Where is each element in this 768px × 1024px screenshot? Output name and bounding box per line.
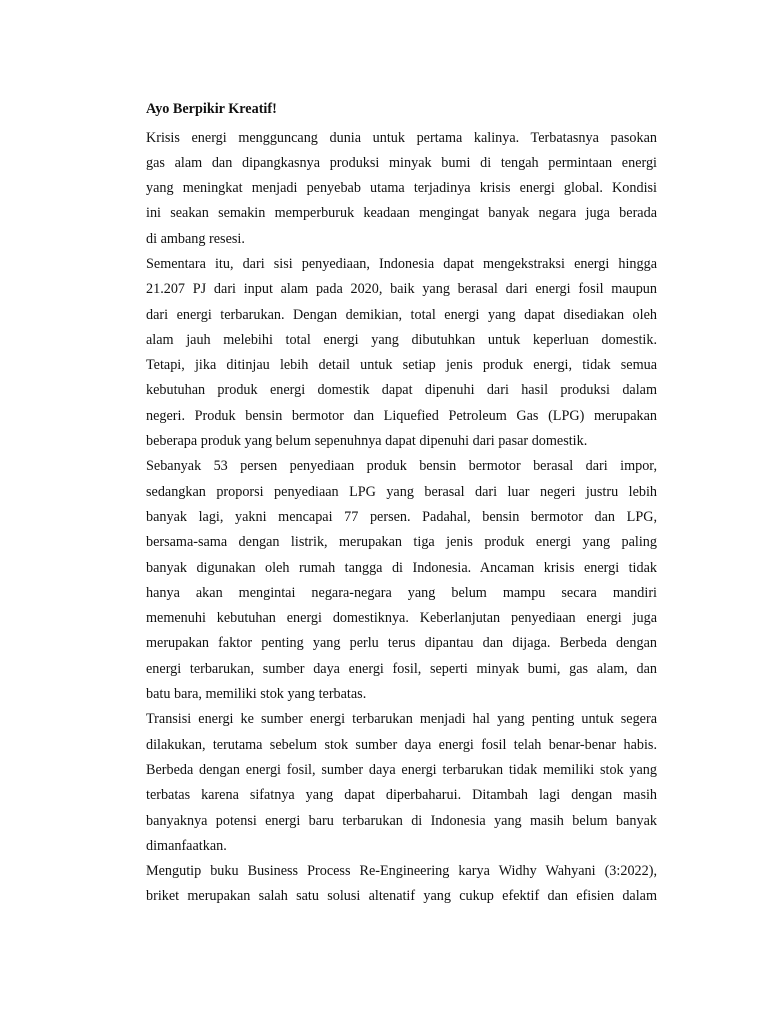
paragraph-line: bersama-sama dengan listrik, merupakan tiga jenis produk energi yang paling <box>146 534 657 551</box>
paragraph-line: batu bara, memiliki stok yang terbatas. <box>146 686 367 703</box>
paragraph-line: Sebanyak 53 persen penyediaan produk bensin bermotor berasal dari impor, <box>146 458 657 475</box>
paragraph-line: dilakukan, terutama sebelum stok sumber daya energi fosil telah benar-benar habis. <box>146 736 657 753</box>
paragraph-line: energi terbarukan, sumber daya energi fosil, seperti minyak bumi, gas alam, dan <box>146 660 657 677</box>
paragraph-line: Tetapi, jika ditinjau lebih detail untuk setiap jenis produk energi, tidak semua <box>146 357 657 374</box>
paragraph-line: kebutuhan produk energi domestik dapat dipenuhi dari hasil produksi dalam <box>146 382 657 399</box>
paragraph-line: ini seakan semakin memperburuk keadaan mengingat banyak negara juga berada <box>146 205 657 222</box>
paragraph-line: yang meningkat menjadi penyebab utama terjadinya krisis energi global. Kondisi <box>146 180 657 197</box>
paragraph-line: memenuhi kebutuhan energi domestiknya. Keberlanjutan penyediaan energi juga <box>146 610 657 627</box>
paragraph-line: beberapa produk yang belum sepenuhnya dapat dipenuhi dari pasar domestik. <box>146 433 588 450</box>
paragraph-line: merupakan faktor penting yang perlu terus dipantau dan dijaga. Berbeda dengan <box>146 635 657 652</box>
paragraph-line: briket merupakan salah satu solusi altenatif yang cukup efektif dan efisien dalam <box>146 888 657 905</box>
document-heading: Ayo Berpikir Kreatif! <box>146 101 277 117</box>
document-page <box>146 100 657 910</box>
paragraph-line: alam jauh melebihi total energi yang dibutuhkan untuk keperluan domestik. <box>146 331 657 348</box>
paragraph-line: Transisi energi ke sumber energi terbarukan menjadi hal yang penting untuk segera <box>146 711 657 728</box>
paragraph-line: gas alam dan dipangkasnya produksi minyak bumi di tengah permintaan energi <box>146 154 657 171</box>
paragraph-line: Sementara itu, dari sisi penyediaan, Indonesia dapat mengekstraksi energi hingga <box>146 255 657 272</box>
paragraph-line: banyak lagi, yakni mencapai 77 persen. Padahal, bensin bermotor dan LPG, <box>146 508 657 525</box>
paragraph-line: sedangkan proporsi penyediaan LPG yang berasal dari luar negeri justru lebih <box>146 483 657 500</box>
paragraph-4 <box>146 707 657 859</box>
paragraph-line: Berbeda dengan energi fosil, sumber daya energi terbarukan tidak memiliki stok yang <box>146 761 657 778</box>
paragraph-line: di ambang resesi. <box>146 230 245 247</box>
paragraph-line: terbatas karena sifatnya yang dapat diperbaharui. Ditambah lagi dengan masih <box>146 787 657 804</box>
paragraph-2 <box>146 252 657 454</box>
paragraph-line: negeri. Produk bensin bermotor dan Liquefied Petroleum Gas (LPG) merupakan <box>146 407 657 424</box>
paragraph-line: banyaknya potensi energi baru terbarukan di Indonesia yang masih belum banyak <box>146 812 657 829</box>
paragraph-line: banyak digunakan oleh rumah tangga di Indonesia. Ancaman krisis energi tidak <box>146 559 657 576</box>
paragraph-line: 21.207 PJ dari input alam pada 2020, baik yang berasal dari energi fosil maupun <box>146 281 657 298</box>
paragraph-1 <box>146 126 657 252</box>
paragraph-3 <box>146 454 657 707</box>
paragraph-5 <box>146 859 657 910</box>
paragraph-line: Krisis energi mengguncang dunia untuk pertama kalinya. Terbatasnya pasokan <box>146 129 657 146</box>
paragraph-line: dimanfaatkan. <box>146 837 227 854</box>
paragraph-line: dari energi terbarukan. Dengan demikian, total energi yang dapat disediakan oleh <box>146 306 657 323</box>
paragraph-line: hanya akan mengintai negara-negara yang belum mampu secara mandiri <box>146 584 657 601</box>
paragraph-line: Mengutip buku Business Process Re-Engineering karya Widhy Wahyani (3:2022), <box>146 863 657 880</box>
